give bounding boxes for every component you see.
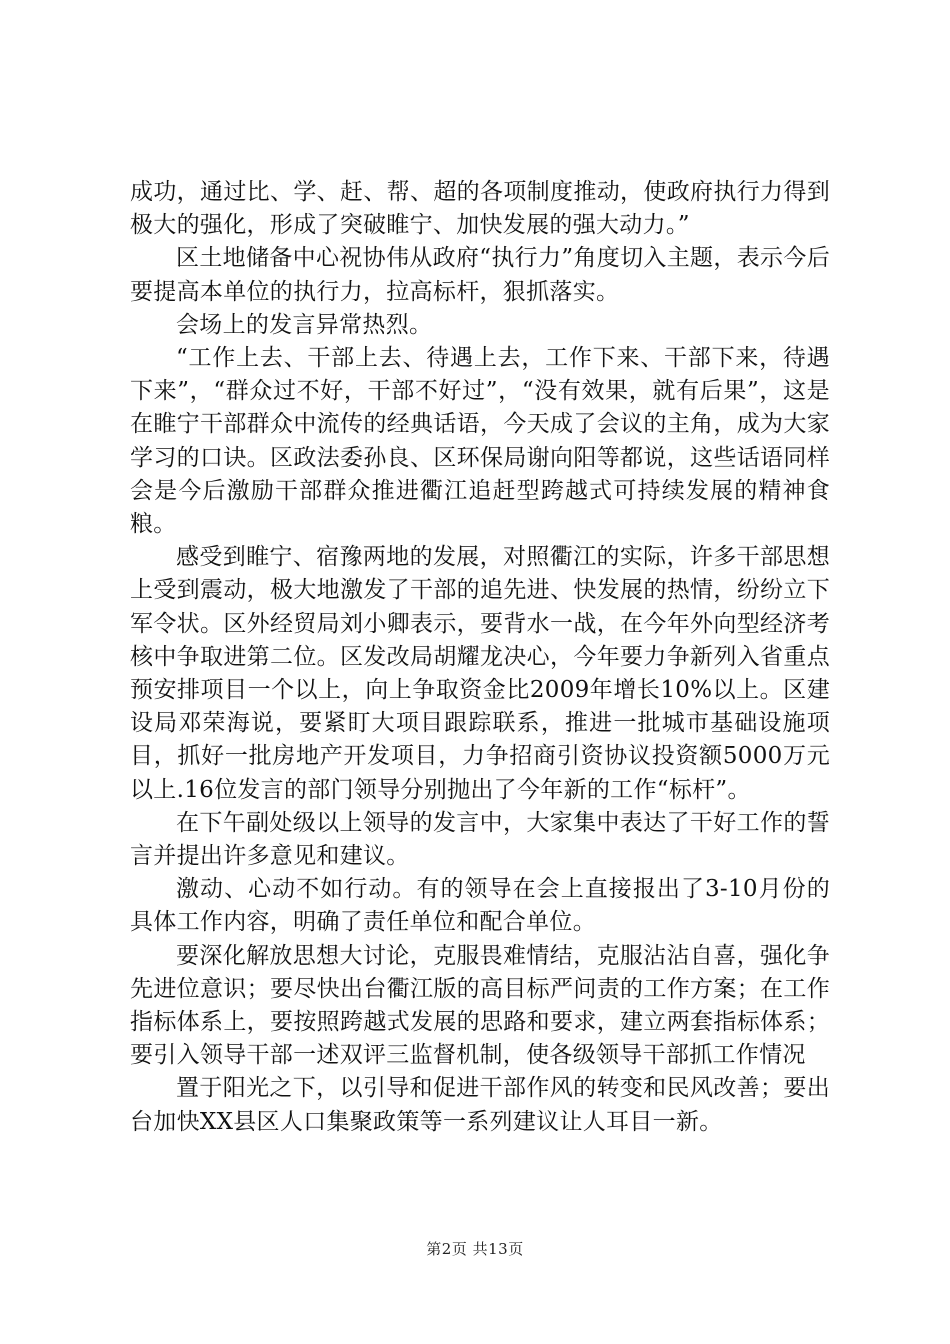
paragraph-4: “工作上去、干部上去、待遇上去，工作下来、干部下来，待遇下来”，“群众过不好，干部不好过”，“没有效果，就有后果”，这是在睢宁干部群众中流传的经典话语，今天成了会议的主角，成为大家学习的口诀。区政法委孙良、区环保局谢向阳等都说，这些话语同样会是今后激励干部群众推进衢江追赶型跨越式可持续发展的精神食粮。 — [130, 345, 830, 538]
paragraph-6: 在下午副处级以上领导的发言中，大家集中表达了干好工作的誓言并提出许多意见和建议。 — [130, 809, 830, 870]
paragraph-2: 区土地储备中心祝协伟从政府“执行力”角度切入主题，表示今后要提高本单位的执行力，拉高标杆，狠抓落实。 — [130, 245, 830, 305]
page-footer: 第2页 共13页 — [426, 1240, 524, 1258]
paragraph-1: 成功，通过比、学、赶、帮、超的各项制度推动，使政府执行力得到极大的强化，形成了突破睢宁、加快发展的强大动力。” — [130, 179, 830, 239]
paragraph-5: 感受到睢宁、宿豫两地的发展，对照衢江的实际，许多干部思想上受到震动，极大地激发了干部的追先进、快发展的热情，纷纷立下军令状。区外经贸局刘小卿表示，要背水一战，在今年外向型经济考核中争取进第二位。区发改局胡耀龙决心，今年要力争新列入省重点预安排项目一个以上，向上争取资金比2009年增长10%以上。区建设局邓荣海说，要紧盯大项目跟踪联系，推进一批城市基础设施项目，抓好一批房地产开发项目，力争招商引资协议投资额5000万元以上.16位发言的部门领导分别抛出了今年新的工作“标杆”。 — [130, 544, 830, 803]
paragraph-7: 激动、心动不如行动。有的领导在会上直接报出了3-10月份的具体工作内容，明确了责任单位和配合单位。 — [130, 876, 830, 936]
paragraph-3: 会场上的发言异常热烈。 — [176, 311, 433, 338]
paragraph-8: 要深化解放思想大讨论，克服畏难情结，克服沾沾自喜，强化争先进位意识；要尽快出台衢江版的高目标严问责的工作方案；在工作指标体系上，要按照跨越式发展的思路和要求，建立两套指标体系；要引入领导干部一述双评三监督机制，使各级领导干部抓工作情况 — [130, 942, 830, 1069]
document-body — [130, 176, 830, 1139]
paragraph-9: 置于阳光之下，以引导和促进干部作风的转变和民风改善；要出台加快XX县区人口集聚政策等一系列建议让人耳目一新。 — [130, 1075, 830, 1135]
